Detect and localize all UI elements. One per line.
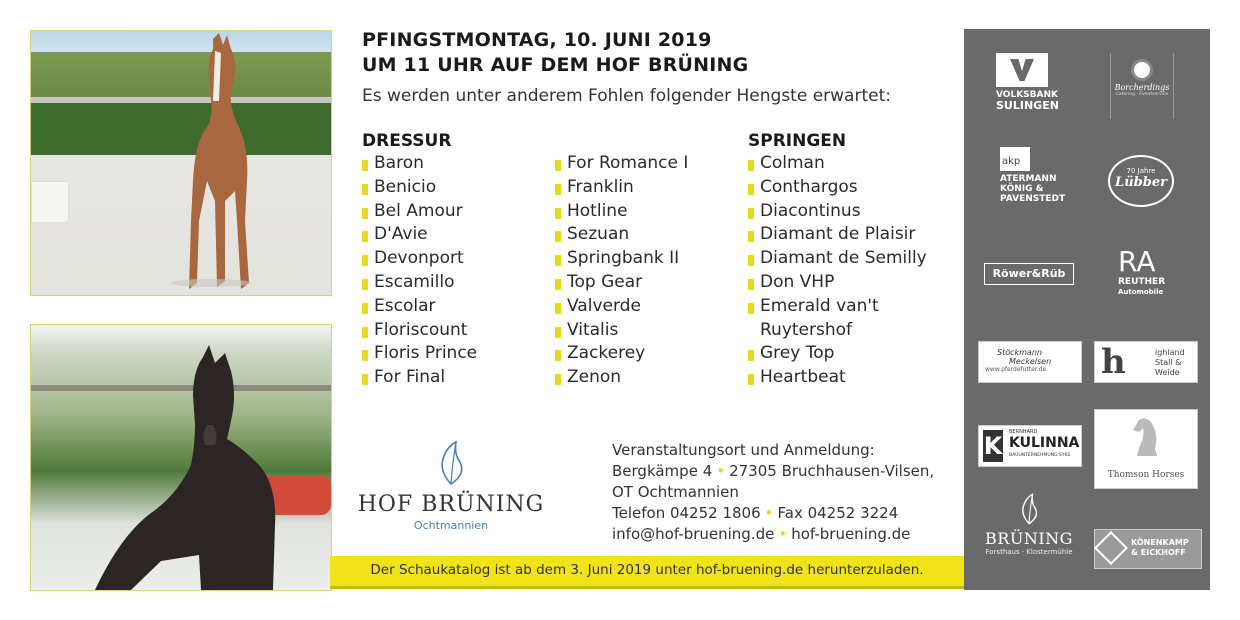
koenenkamp-mark-icon (1094, 531, 1128, 565)
city: 27305 Bruchhausen-Vilsen, (729, 462, 935, 480)
subtitle: Es werden unter anderem Fohlen folgender Hengste erwartet: (362, 86, 891, 106)
stallion-item: Conthargos (748, 176, 927, 200)
catalog-notice: Der Schaukatalog ist ab dem 3. Juni 2019 unter hof-bruening.de herunterzuladen. (330, 556, 964, 589)
stoeckmann-line1: Stöckmann (997, 348, 1042, 357)
luebber-logo (1108, 155, 1174, 207)
akp-mark: akp (1000, 147, 1030, 171)
email-link[interactable]: info@hof-bruening.de (612, 525, 775, 543)
borcherdings-logo (1110, 53, 1174, 119)
highland-line2: Stall & (1155, 358, 1182, 367)
plate-icon (1131, 59, 1153, 81)
sponsor-panel (964, 29, 1210, 590)
akp-line1: ATERMANN (1000, 174, 1057, 184)
reuther-logo (1118, 247, 1168, 297)
highland-line3: Weide (1155, 368, 1180, 377)
chestnut-foal-figure (151, 31, 261, 293)
stallion-item: Emerald van't (748, 295, 927, 319)
akp-logo (1000, 147, 1080, 204)
stallion-item: Franklin (555, 176, 688, 200)
dressur-column-2 (555, 152, 688, 390)
highland-line1: ighland (1155, 348, 1185, 357)
logo-name: HOF BRÜNING (357, 492, 545, 517)
volksbank-mark-icon (996, 53, 1048, 87)
luebber-top: 70 Jahre (1126, 167, 1156, 175)
stallion-item: Devonport (362, 247, 477, 271)
stoeckmann-logo (978, 341, 1082, 383)
leaf-logo-icon (1017, 493, 1041, 525)
stallion-item: Top Gear (555, 271, 688, 295)
bruening-sponsor-sub: Forsthaus · Klostermühle (985, 548, 1073, 556)
springen-heading: SPRINGEN (748, 131, 847, 151)
event-title (362, 28, 748, 78)
kulinna-logo (978, 425, 1082, 467)
stallion-item: Floris Prince (362, 342, 477, 366)
borcherdings-sub: Catering · Eventservice (1115, 92, 1169, 97)
kulinna-top: BERNHARD (1009, 429, 1038, 435)
stallion-item-continued: Ruytershof (760, 319, 853, 340)
volksbank-line1: VOLKSBANK (996, 90, 1058, 100)
stallion-item: Diamant de Semilly (748, 247, 927, 271)
stallion-item: Heartbeat (748, 366, 927, 390)
kulinna-k-icon: K (983, 432, 1003, 460)
venue-address (612, 440, 934, 545)
separator-dot: • (778, 525, 788, 543)
stallion-item: Escamillo (362, 271, 477, 295)
koenenkamp-logo (1094, 529, 1202, 569)
koenenkamp-line2: & EICKHOFF (1131, 548, 1186, 557)
stallion-item: Benicio (362, 176, 477, 200)
stoeckmann-line2: Meckelsen (1009, 357, 1052, 366)
stallion-item: Grey Top (748, 342, 927, 366)
footer-underline (330, 586, 964, 589)
knight-chess-icon (1127, 414, 1167, 458)
borcherdings-name: Borcherdings (1114, 83, 1170, 92)
dressur-heading: DRESSUR (362, 131, 452, 151)
phone: Telefon 04252 1806 (612, 504, 761, 522)
stallion-item: For Final (362, 366, 477, 390)
reuther-line2: Automobile (1118, 288, 1164, 296)
stallion-item: Valverde (555, 295, 688, 319)
district: OT Ochtmannien (612, 483, 739, 501)
stallion-item: D'Avie (362, 223, 477, 247)
akp-line2: KÖNIG & (1000, 184, 1044, 194)
separator-dot: • (764, 504, 774, 522)
stallion-item: Colman (748, 152, 927, 176)
volksbank-line2: SULINGEN (996, 99, 1059, 112)
stallion-item: Baron (362, 152, 477, 176)
stallion-item: Floriscount (362, 319, 477, 343)
jump-block (31, 181, 69, 223)
dressur-column-1 (362, 130, 477, 390)
website-link[interactable]: hof-bruening.de (791, 525, 911, 543)
foal-photo-chestnut (30, 30, 332, 296)
title-line-1: PFINGSTMONTAG, 10. JUNI 2019 (362, 29, 712, 51)
bruening-sponsor-name: BRÜNING (985, 529, 1073, 548)
stallion-item: Escolar (362, 295, 477, 319)
stallion-item: Bel Amour (362, 200, 477, 224)
title-line-2: UM 11 UHR AUF DEM HOF BRÜNING (362, 54, 749, 76)
highland-logo (1094, 341, 1198, 383)
foal-photo-black (30, 324, 332, 591)
stallion-item: Zackerey (555, 342, 688, 366)
volksbank-logo (996, 53, 1059, 112)
stallion-item: Diacontinus (748, 200, 927, 224)
koenenkamp-line1: KÖNENKAMP (1131, 538, 1189, 547)
bruening-sponsor-logo (974, 493, 1084, 556)
fax: Fax 04252 3224 (777, 504, 899, 522)
hof-bruening-logo (356, 440, 546, 532)
luebber-name: Lübber (1115, 175, 1167, 190)
stallion-item: Sezuan (555, 223, 688, 247)
leaf-logo-icon (434, 440, 468, 486)
stoeckmann-url: www.pferdefutter.de (985, 366, 1047, 373)
thomson-horses-logo (1094, 409, 1198, 489)
kulinna-sub: BAUUNTERNEHMUNG SYKE (1009, 453, 1071, 458)
springen-column (748, 130, 927, 390)
stallion-item: For Romance I (555, 152, 688, 176)
highland-mark: h (1101, 342, 1126, 382)
street: Bergkämpe 4 (612, 462, 713, 480)
roewer-rueb-logo (984, 263, 1074, 285)
stallion-item: Diamant de Plaisir (748, 223, 927, 247)
stallion-item: Vitalis (555, 319, 688, 343)
black-foal-figure (91, 335, 291, 590)
stallion-item: Hotline (555, 200, 688, 224)
reuther-mark: RA (1118, 245, 1156, 278)
thomson-name: Thomson Horses (1107, 470, 1185, 480)
separator-dot: • (716, 462, 726, 480)
stallion-item: Don VHP (748, 271, 927, 295)
logo-subtitle: Ochtmannien (413, 519, 489, 532)
roewer-name: Röwer&Rüb (992, 267, 1066, 280)
address-heading: Veranstaltungsort und Anmeldung: (612, 441, 875, 459)
reuther-line1: REUTHER (1118, 277, 1166, 287)
akp-line3: PAVENSTEDT (1000, 194, 1066, 204)
stallion-item: Springbank II (555, 247, 688, 271)
stallion-item: Zenon (555, 366, 688, 390)
kulinna-name: KULINNA (1009, 435, 1080, 451)
